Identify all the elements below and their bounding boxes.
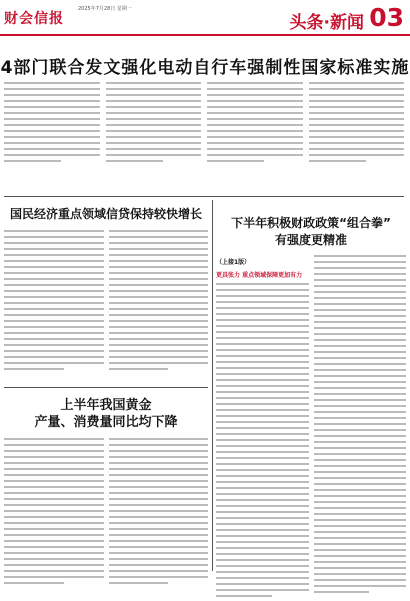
newspaper-logo: 财会信报 (4, 11, 64, 27)
right-story-headline (216, 215, 406, 249)
masthead-rule (0, 34, 410, 36)
left-story-body (4, 230, 208, 374)
section-title: 头条·新闻 (289, 13, 364, 33)
page-number: 03 (369, 3, 404, 32)
body-column (216, 255, 309, 601)
right-headline-line1: 下半年积极财政政策“组合拳” (231, 216, 391, 230)
section-divider (4, 387, 208, 388)
right-headline-line2: 有强度更精准 (274, 233, 347, 247)
body-column (4, 230, 104, 374)
gold-story-headline (4, 397, 208, 431)
gold-headline-line2: 产量、消费量同比均下降 (34, 415, 178, 430)
continued-note: （上接1版） (216, 259, 251, 266)
issue-date: 2025年7月28日 星期一 (78, 6, 132, 12)
body-column (314, 255, 407, 601)
body-column (109, 230, 209, 374)
section-divider (4, 196, 404, 197)
right-story-body (216, 255, 406, 601)
gold-story-body (4, 438, 208, 588)
right-story-subhead: 更具张力 重点领域保障更加有力 (216, 272, 303, 279)
body-column (207, 82, 303, 194)
top-story-headline: 4部门联合发文强化电动自行车强制性国家标准实施 (0, 58, 410, 78)
column-divider (212, 200, 213, 571)
masthead (0, 0, 410, 36)
body-column (106, 82, 202, 194)
body-column (4, 82, 100, 194)
top-story-body (4, 82, 404, 194)
body-column (309, 82, 405, 194)
body-column (4, 438, 104, 588)
left-story-headline: 国民经济重点领域信贷保持较快增长 (9, 207, 202, 221)
gold-headline-line1: 上半年我国黄金 (60, 398, 152, 413)
body-column (109, 438, 209, 588)
